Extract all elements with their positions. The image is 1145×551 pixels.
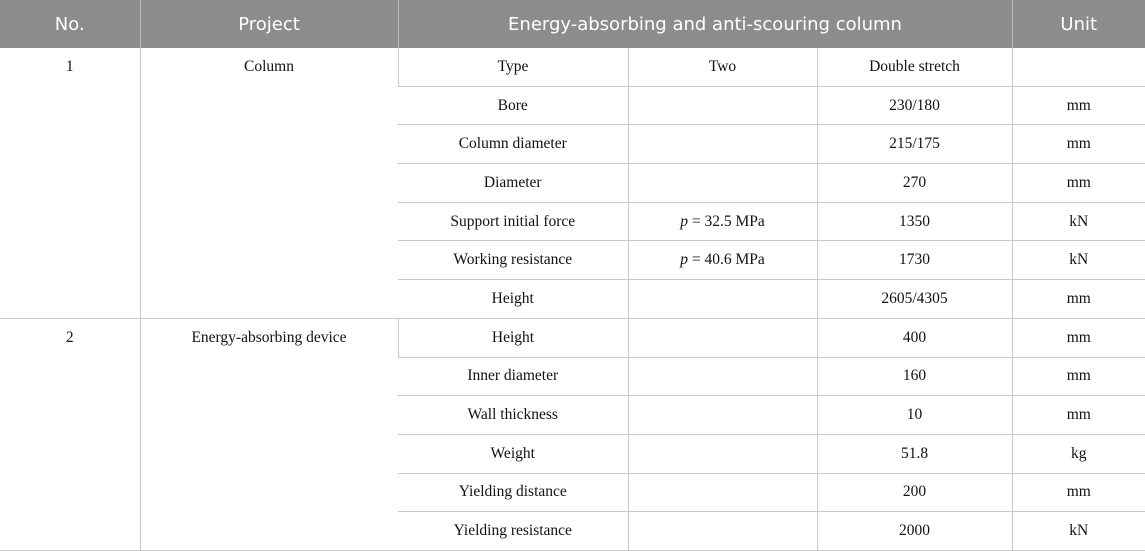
value-cell: 270 xyxy=(817,164,1012,203)
unit-cell xyxy=(1012,48,1145,86)
item-cell: Bore xyxy=(398,86,628,125)
group-no: 1 xyxy=(0,48,140,318)
value-cell: 2605/4305 xyxy=(817,280,1012,319)
condition-cell xyxy=(628,357,817,396)
unit-cell: kN xyxy=(1012,202,1145,241)
value-cell: 10 xyxy=(817,396,1012,435)
value-cell: Double stretch xyxy=(817,48,1012,86)
header-project: Project xyxy=(140,0,398,48)
condition-cell xyxy=(628,318,817,357)
unit-cell: mm xyxy=(1012,125,1145,164)
item-cell: Inner diameter xyxy=(398,357,628,396)
unit-cell: mm xyxy=(1012,280,1145,319)
table-row xyxy=(0,318,1145,357)
value-cell: 2000 xyxy=(817,512,1012,551)
condition-cell: Two xyxy=(628,48,817,86)
item-cell: Height xyxy=(398,280,628,319)
item-cell: Support initial force xyxy=(398,202,628,241)
header-row xyxy=(0,0,1145,48)
value-cell: 230/180 xyxy=(817,86,1012,125)
unit-cell: mm xyxy=(1012,164,1145,203)
item-cell: Type xyxy=(398,48,628,86)
unit-cell: mm xyxy=(1012,86,1145,125)
table-row xyxy=(0,48,1145,86)
value-cell: 160 xyxy=(817,357,1012,396)
condition-cell xyxy=(628,473,817,512)
pressure-value: = 40.6 MPa xyxy=(687,251,765,269)
header-unit: Unit xyxy=(1012,0,1145,48)
unit-cell: mm xyxy=(1012,357,1145,396)
value-cell: 1730 xyxy=(817,241,1012,280)
unit-cell: mm xyxy=(1012,318,1145,357)
value-cell: 200 xyxy=(817,473,1012,512)
pressure-variable: p xyxy=(680,212,688,230)
condition-cell xyxy=(628,241,817,280)
unit-cell: kN xyxy=(1012,512,1145,551)
condition-cell xyxy=(628,434,817,473)
unit-cell: mm xyxy=(1012,396,1145,435)
condition-cell xyxy=(628,512,817,551)
pressure-variable: p xyxy=(680,251,688,269)
header-no: No. xyxy=(0,0,140,48)
group-no: 2 xyxy=(0,318,140,550)
condition-cell xyxy=(628,125,817,164)
condition-cell xyxy=(628,86,817,125)
item-cell: Column diameter xyxy=(398,125,628,164)
pressure-value: = 32.5 MPa xyxy=(687,212,765,230)
condition-cell xyxy=(628,164,817,203)
group-project: Energy-absorbing device xyxy=(140,318,398,550)
unit-cell: kg xyxy=(1012,434,1145,473)
unit-cell: mm xyxy=(1012,473,1145,512)
item-cell: Yielding resistance xyxy=(398,512,628,551)
unit-cell: kN xyxy=(1012,241,1145,280)
item-cell: Diameter xyxy=(398,164,628,203)
condition-cell xyxy=(628,396,817,435)
value-cell: 51.8 xyxy=(817,434,1012,473)
header-column-group: Energy-absorbing and anti-scouring column xyxy=(398,0,1012,48)
group-project: Column xyxy=(140,48,398,318)
value-cell: 215/175 xyxy=(817,125,1012,164)
condition-cell xyxy=(628,280,817,319)
condition-cell xyxy=(628,202,817,241)
value-cell: 1350 xyxy=(817,202,1012,241)
item-cell: Weight xyxy=(398,434,628,473)
item-cell: Working resistance xyxy=(398,241,628,280)
item-cell: Yielding distance xyxy=(398,473,628,512)
item-cell: Height xyxy=(398,318,628,357)
value-cell: 400 xyxy=(817,318,1012,357)
item-cell: Wall thickness xyxy=(398,396,628,435)
